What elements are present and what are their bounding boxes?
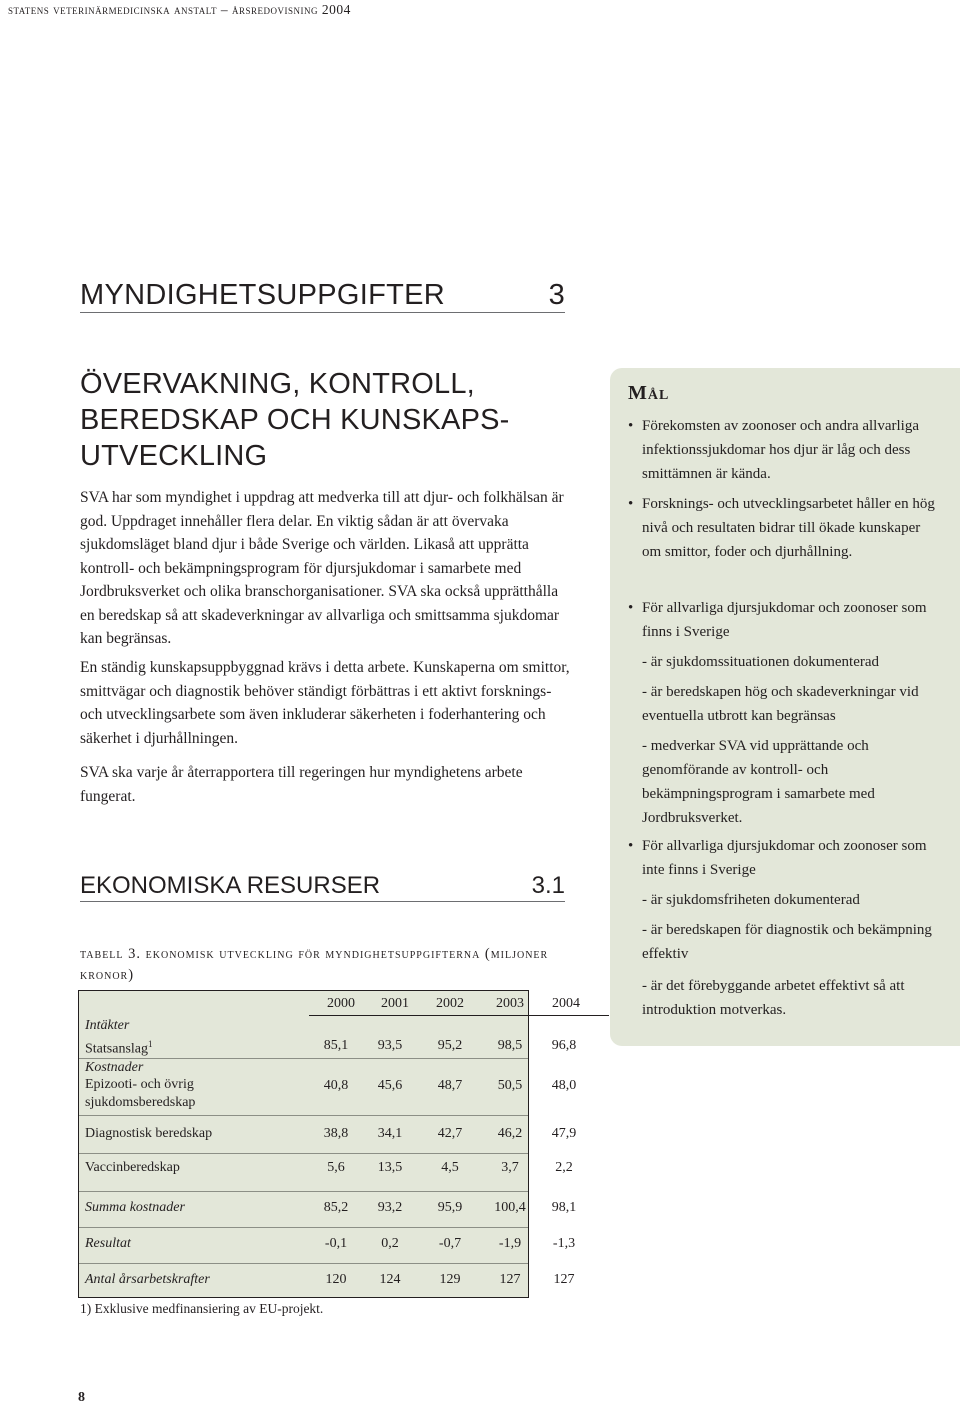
table-cell: 48,0 <box>551 1078 577 1093</box>
table-cell: 127 <box>499 1272 521 1287</box>
row-label: Statsanslag$^1$ <box>85 1039 153 1057</box>
table-cell: 4,5 <box>441 1160 459 1175</box>
table-cell: -0,7 <box>438 1236 462 1251</box>
table-cell: 38,8 <box>323 1126 349 1141</box>
row-label: Diagnostisk beredskap <box>85 1126 213 1141</box>
article-title: ÖVERVAKNING, KONTROLL, BEREDSKAP OCH KUNSKAPS- UTVECKLING <box>80 368 510 472</box>
table-cell: 45,6 <box>377 1078 403 1093</box>
table-cell: 127 <box>553 1272 575 1287</box>
table-cell: 98,1 <box>551 1200 577 1215</box>
table-cell: 120 <box>325 1272 347 1287</box>
body-paragraph-1: SVA har som myndighet i uppdrag att medverka till att djur- och folkhälsan är god. Uppdraget innehåller flera delar. En viktig sådan är att övervaka sjukdomsläget bland djur i både Sverige och världen. Likaså att upprätta kontroll- och bekämpningsprogram för djursjukdomar i samarbete med Jordbruksverket och olika branschorganisationer. SVA ska också upprätthålla en beredskap så att skadeverkningar av allvarliga och smittsamma sjukdomar kan begränsas. <box>80 489 564 647</box>
goal-item: • Förekomsten av zoonoser och andra allvarliga infektionssjukdomar hos djur är låg och dess smittämnen är kända. <box>628 418 919 482</box>
table-cell: 46,2 <box>497 1126 523 1141</box>
section-heading-myndighetsuppgifter <box>80 276 565 313</box>
body-paragraph-3: SVA ska varje år återrapportera till regeringen hur myndighetens arbete fungerat. <box>80 764 523 805</box>
row-label: Epizooti- och övrig sjukdomsberedskap <box>85 1077 196 1110</box>
goals-sidebar <box>610 368 960 1046</box>
table-footnote: 1) Exklusive medfinansiering av EU-projekt. <box>80 1301 324 1316</box>
table-cell: 50,5 <box>497 1078 523 1093</box>
row-label: Vaccinberedskap <box>85 1160 180 1175</box>
row-rule <box>79 1058 528 1059</box>
table-cell: 48,7 <box>437 1078 463 1093</box>
goal-subitem: - är beredskapen hög och skadeverkningar vid eventuella utbrott kan begränsas <box>642 684 919 724</box>
table-cell: 85,2 <box>323 1200 349 1215</box>
row-rule <box>79 1115 528 1116</box>
section-title: EKONOMISKA RESURSER <box>80 872 381 899</box>
goal-subitem: - är beredskapen för diagnostik och bekämpning effektiv <box>642 922 932 962</box>
year-header: 2004 <box>552 996 580 1011</box>
table-cell: 42,7 <box>437 1126 463 1141</box>
year-header: 2003 <box>496 996 524 1011</box>
year-header: 2000 <box>327 996 355 1011</box>
table-cell: 95,9 <box>437 1200 463 1215</box>
table-cell: 98,5 <box>497 1038 523 1053</box>
row-label: Antal årsarbetskrafter <box>85 1272 210 1287</box>
table-cell: 100,4 <box>494 1200 526 1215</box>
table-cell: 13,5 <box>377 1160 403 1175</box>
year-header: 2001 <box>381 996 409 1011</box>
table-cell: 34,1 <box>377 1126 403 1141</box>
table-cell: 5,6 <box>327 1160 345 1175</box>
table-cell: 129 <box>439 1272 461 1287</box>
goal-subitem: - är det förebyggande arbetet effektivt så att introduktion motverkas. <box>642 978 905 1018</box>
running-header: statens veterinärmedicinska anstalt – årsredovisning 2004 <box>8 2 351 17</box>
row-rule <box>79 1227 528 1228</box>
table-cell: 85,1 <box>323 1038 349 1053</box>
table-cell: -0,1 <box>324 1236 348 1251</box>
section-heading-ekonomiska-resurser <box>80 868 565 902</box>
row-rule <box>79 1263 528 1264</box>
table-cell: 47,9 <box>551 1126 577 1141</box>
table-caption: tabell 3. ekonomisk utveckling för myndighetsuppgifterna (miljoner kronor) <box>80 946 549 983</box>
table-cell: 2,2 <box>555 1160 573 1175</box>
goal-subitem: - är sjukdomsfriheten dokumenterad <box>642 892 860 908</box>
table-cell: 3,7 <box>501 1160 519 1175</box>
page-number: 8 <box>78 1390 85 1405</box>
goal-item: • För allvarliga djursjukdomar och zoonoser som finns i Sverige <box>628 600 927 640</box>
table-cell: 124 <box>379 1272 401 1287</box>
group-label-income: Intäkter <box>85 1018 130 1033</box>
goal-item: • För allvarliga djursjukdomar och zoonoser som inte finns i Sverige <box>628 838 927 878</box>
goals-title: Mål <box>628 382 670 404</box>
goal-item: • Forsknings- och utvecklingsarbetet håller en hög nivå och resultaten bidrar till ökade kunskaper om smittor, foder och djurhållning. <box>628 496 935 560</box>
economic-table <box>78 990 580 1298</box>
row-label: Summa kostnader <box>85 1200 185 1215</box>
group-label-costs: Kostnader <box>85 1060 144 1075</box>
goal-subitem: - medverkar SVA vid upprättande och genomförande av kontroll- och bekämpningsprogram i samarbete med Jordbruksverket. <box>642 738 875 826</box>
section-number: 3.1 <box>531 872 565 899</box>
row-label: Resultat <box>85 1236 131 1251</box>
section-number: 3 <box>548 279 565 311</box>
table-cell: 0,2 <box>381 1236 399 1251</box>
section-title: MYNDIGHETSUPPGIFTER <box>80 279 445 311</box>
table-cell: 96,8 <box>551 1038 577 1053</box>
row-rule <box>79 1191 528 1192</box>
year-header: 2002 <box>436 996 464 1011</box>
table-cell: 93,5 <box>377 1038 403 1053</box>
header-rule <box>309 1015 609 1016</box>
table-cell: -1,9 <box>498 1236 522 1251</box>
goal-subitem: - är sjukdomssituationen dokumenterad <box>642 654 880 670</box>
row-rule <box>79 1153 528 1154</box>
table-cell: 40,8 <box>323 1078 349 1093</box>
table-cell: 93,2 <box>377 1200 403 1215</box>
body-paragraph-2: En ständig kunskapsuppbyggnad krävs i detta arbete. Kunskaperna om smittor, smittvägar och diagnostik behöver ständigt förbättras i ett aktivt forsknings- och utvecklingsarbete som även inkluderar säkerheten i foderhantering och säkerhet i djurhållningen. <box>80 659 570 747</box>
table-cell: 95,2 <box>437 1038 463 1053</box>
table-cell: -1,3 <box>552 1236 576 1251</box>
